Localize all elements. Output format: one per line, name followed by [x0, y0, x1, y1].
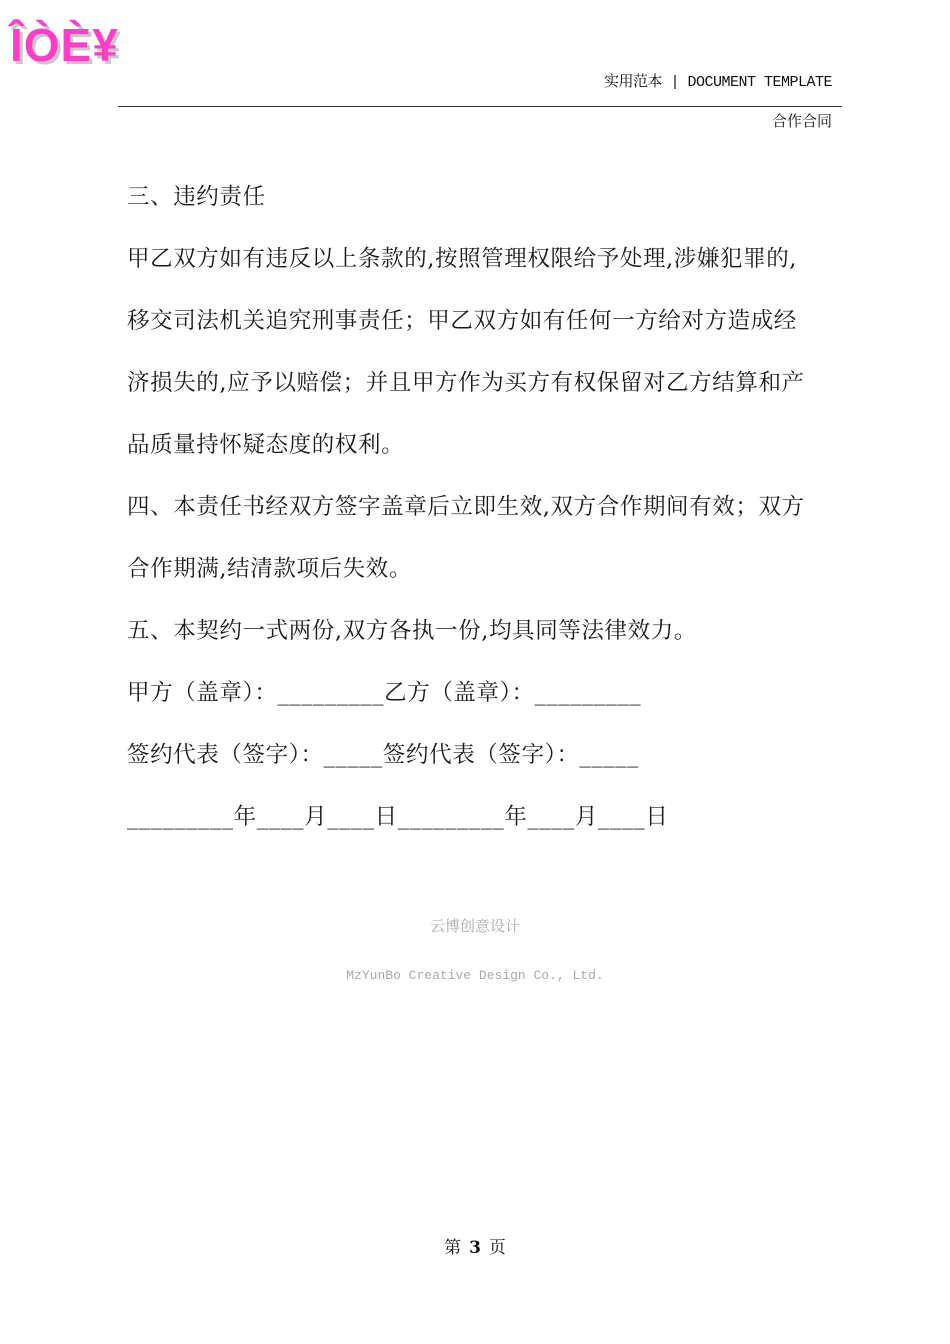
paragraph-breach-terms: 甲乙双方如有违反以上条款的,按照管理权限给予处理,涉嫌犯罪的,移交司法机关追究刑事责任；甲乙双方如有任何一方给对方造成经济损失的,应予以赔偿；并且甲方作为买方有权保留对乙方结算和产品质量持怀疑态度的权利。 — [127, 246, 805, 458]
footer-company-cn: 云博创意设计 — [429, 917, 520, 935]
page-prefix: 第 — [444, 1238, 462, 1258]
header-divider — [118, 106, 842, 107]
document-body — [127, 166, 817, 848]
paragraph-copies: 五、本契约一式两份,双方各执一份,均具同等法律效力。 — [127, 618, 697, 644]
brand-logo: ÎÒÈ¥ — [10, 19, 119, 71]
signature-line: 签约代表（签字）：_____签约代表（签字）：_____ — [127, 742, 639, 768]
header-doc-label: 实用范本 | DOCUMENT TEMPLATE — [603, 74, 832, 91]
paragraph-effectiveness: 四、本责任书经双方签字盖章后立即生效,双方合作期间有效；双方合作期满,结清款项后失效。 — [127, 494, 805, 582]
page-number — [0, 1233, 950, 1258]
section-heading-breach: 三、违约责任 — [127, 184, 266, 210]
page-suffix: 页 — [488, 1238, 506, 1258]
date-line: _________年____月____日_________年____月____日 — [127, 804, 669, 830]
page-number-value: 3 — [469, 1238, 481, 1258]
seal-line: 甲方（盖章）：_________乙方（盖章）：_________ — [127, 680, 642, 706]
header-doc-type: 合作合同 — [771, 112, 832, 130]
footer-company-en: MzYunBo Creative Design Co., Ltd. — [346, 968, 604, 983]
